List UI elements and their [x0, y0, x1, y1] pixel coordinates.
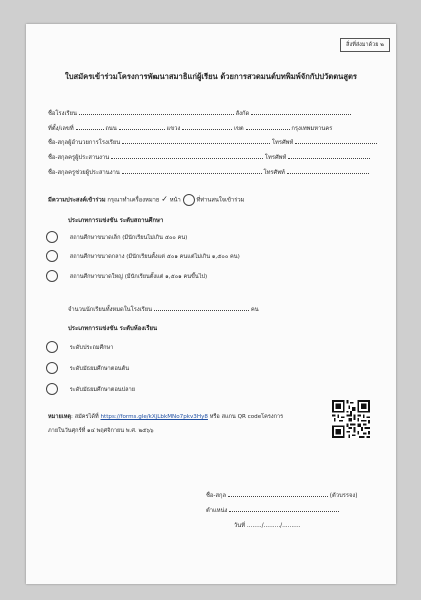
row-assistant — [48, 167, 369, 177]
assistant-field[interactable] — [122, 168, 262, 174]
intent-instruction: กรุณาทำเครื่องหมาย — [107, 197, 160, 204]
attachment-label: สิ่งที่ส่งมาด้วย ๒ — [340, 38, 390, 52]
application-form — [26, 24, 396, 584]
signature-name-suffix: (ตัวบรรจง) — [329, 493, 358, 499]
assistant-phone-label: โทรศัพท์ — [263, 170, 285, 176]
affiliation-label: สังกัด — [235, 111, 250, 117]
subdistrict-label: แขวง — [166, 126, 181, 132]
class-lower-secondary-label: ระดับมัธยมศึกษาตอนต้น — [69, 365, 130, 372]
signature-date-row — [234, 520, 301, 530]
director-label: ชื่อ-สกุลผู้อำนวยการโรงเรียน — [48, 140, 121, 146]
sample-circle — [183, 194, 195, 206]
class-option-primary — [46, 341, 113, 353]
road-label: ถนน — [105, 126, 117, 132]
class-lower-secondary-radio[interactable] — [46, 362, 58, 374]
coordinator-label: ชื่อ-สกุลครูผู้ประสานงาน — [48, 155, 110, 161]
signature-position-row — [206, 505, 339, 515]
school-small-radio[interactable] — [46, 231, 58, 243]
province-label: กรุงเทพมหานคร — [291, 126, 333, 132]
section-school-heading: ประเภทการแข่งขัน ระดับสถานศึกษา — [68, 217, 164, 224]
road-field[interactable] — [119, 124, 165, 130]
note-text-1: : สมัครได้ที่ — [71, 414, 99, 420]
student-count-row — [68, 304, 259, 314]
registration-link[interactable]: https://forms.gle/kXjLbkMNo7pkv3Hy8 — [100, 414, 208, 420]
school-large-radio[interactable] — [46, 270, 58, 282]
district-label: เขต — [233, 126, 244, 132]
school-small-label: สถานศึกษาขนาดเล็ก (มีนักเรียนไม่เกิน ๕๐๐ คน) — [69, 234, 188, 241]
class-primary-radio[interactable] — [46, 341, 58, 353]
signature-name-label: ชื่อ-สกุล — [206, 493, 227, 499]
class-option-lower-secondary — [46, 362, 129, 374]
note-label: หมายเหตุ — [48, 414, 72, 420]
intent-label: มีความประสงค์เข้าร่วม — [48, 197, 106, 204]
school-medium-label: สถานศึกษาขนาดกลาง (มีนักเรียนตั้งแต่ ๕๐๑ คนแต่ไม่เกิน ๑,๕๐๐ คน) — [69, 253, 240, 260]
school-option-large — [46, 270, 207, 282]
director-phone-label: โทรศัพท์ — [271, 140, 294, 146]
section-class-heading: ประเภทการแข่งขัน ระดับห้องเรียน — [68, 325, 158, 332]
intent-suffix: ที่ท่านสนใจเข้าร่วม — [196, 197, 245, 204]
class-upper-secondary-label: ระดับมัธยมศึกษาตอนปลาย — [69, 386, 136, 393]
school-large-label: สถานศึกษาขนาดใหญ่ (มีนักเรียนตั้งแต่ ๑,๕๐๑ คนขึ้นไป) — [69, 273, 208, 280]
class-upper-secondary-radio[interactable] — [46, 383, 58, 395]
subdistrict-field[interactable] — [182, 124, 232, 130]
director-phone-field[interactable] — [295, 138, 377, 144]
district-field[interactable] — [246, 124, 290, 130]
note-line-2: ภายในวันศุกร์ที่ ๑๔ พฤศจิกายน พ.ศ. ๒๕๖๖ — [48, 428, 154, 434]
signature-date-field[interactable]: ......../........./.......... — [246, 523, 301, 529]
school-name-label: ชื่อโรงเรียน — [48, 111, 77, 117]
note-text-2: หรือ สแกน QR codeโครงการ — [209, 414, 284, 420]
check-mark-icon: ✓ — [161, 194, 168, 204]
coordinator-phone-label: โทรศัพท์ — [264, 155, 287, 161]
row-address — [48, 123, 332, 133]
class-primary-label: ระดับประถมศึกษา — [69, 344, 114, 351]
intent-row — [48, 194, 244, 206]
note-line-1 — [48, 413, 283, 421]
school-option-small — [46, 231, 187, 243]
class-option-upper-secondary — [46, 383, 135, 395]
form-title: ใบสมัครเข้าร่วมโครงการพัฒนาสมาธิแก่ผู้เรียน ด้วยการสวดมนต์บทพิมพ์จักกัปปวัตตนสูตร — [64, 72, 357, 81]
intent-front: หน้า — [169, 197, 181, 204]
coordinator-phone-field[interactable] — [288, 153, 370, 159]
assistant-label: ชื่อ-สกุลครูช่วยผู้ประสานงาน — [48, 170, 120, 176]
row-school — [48, 108, 351, 118]
signature-date-label: วันที่ — [234, 523, 246, 529]
signature-position-field[interactable] — [229, 506, 339, 512]
student-count-unit: คน — [250, 307, 259, 313]
coordinator-field[interactable] — [111, 153, 263, 159]
row-director — [48, 137, 377, 147]
school-name-field[interactable] — [79, 109, 234, 115]
signature-name-row — [206, 490, 357, 500]
row-coordinator — [48, 152, 370, 162]
affiliation-field[interactable] — [251, 109, 351, 115]
student-count-label: จำนวนนักเรียนทั้งหมดในโรงเรียน — [68, 307, 153, 313]
school-option-medium — [46, 250, 240, 262]
student-count-field[interactable] — [154, 305, 249, 311]
signature-position-label: ตำแหน่ง — [206, 508, 228, 514]
address-label: ที่ตั้ง/เลขที่ — [48, 126, 74, 132]
qr-code-icon[interactable] — [332, 400, 370, 438]
signature-name-field[interactable] — [228, 491, 328, 497]
school-medium-radio[interactable] — [46, 250, 58, 262]
director-field[interactable] — [122, 138, 270, 144]
address-field[interactable] — [76, 124, 104, 130]
assistant-phone-field[interactable] — [287, 168, 369, 174]
